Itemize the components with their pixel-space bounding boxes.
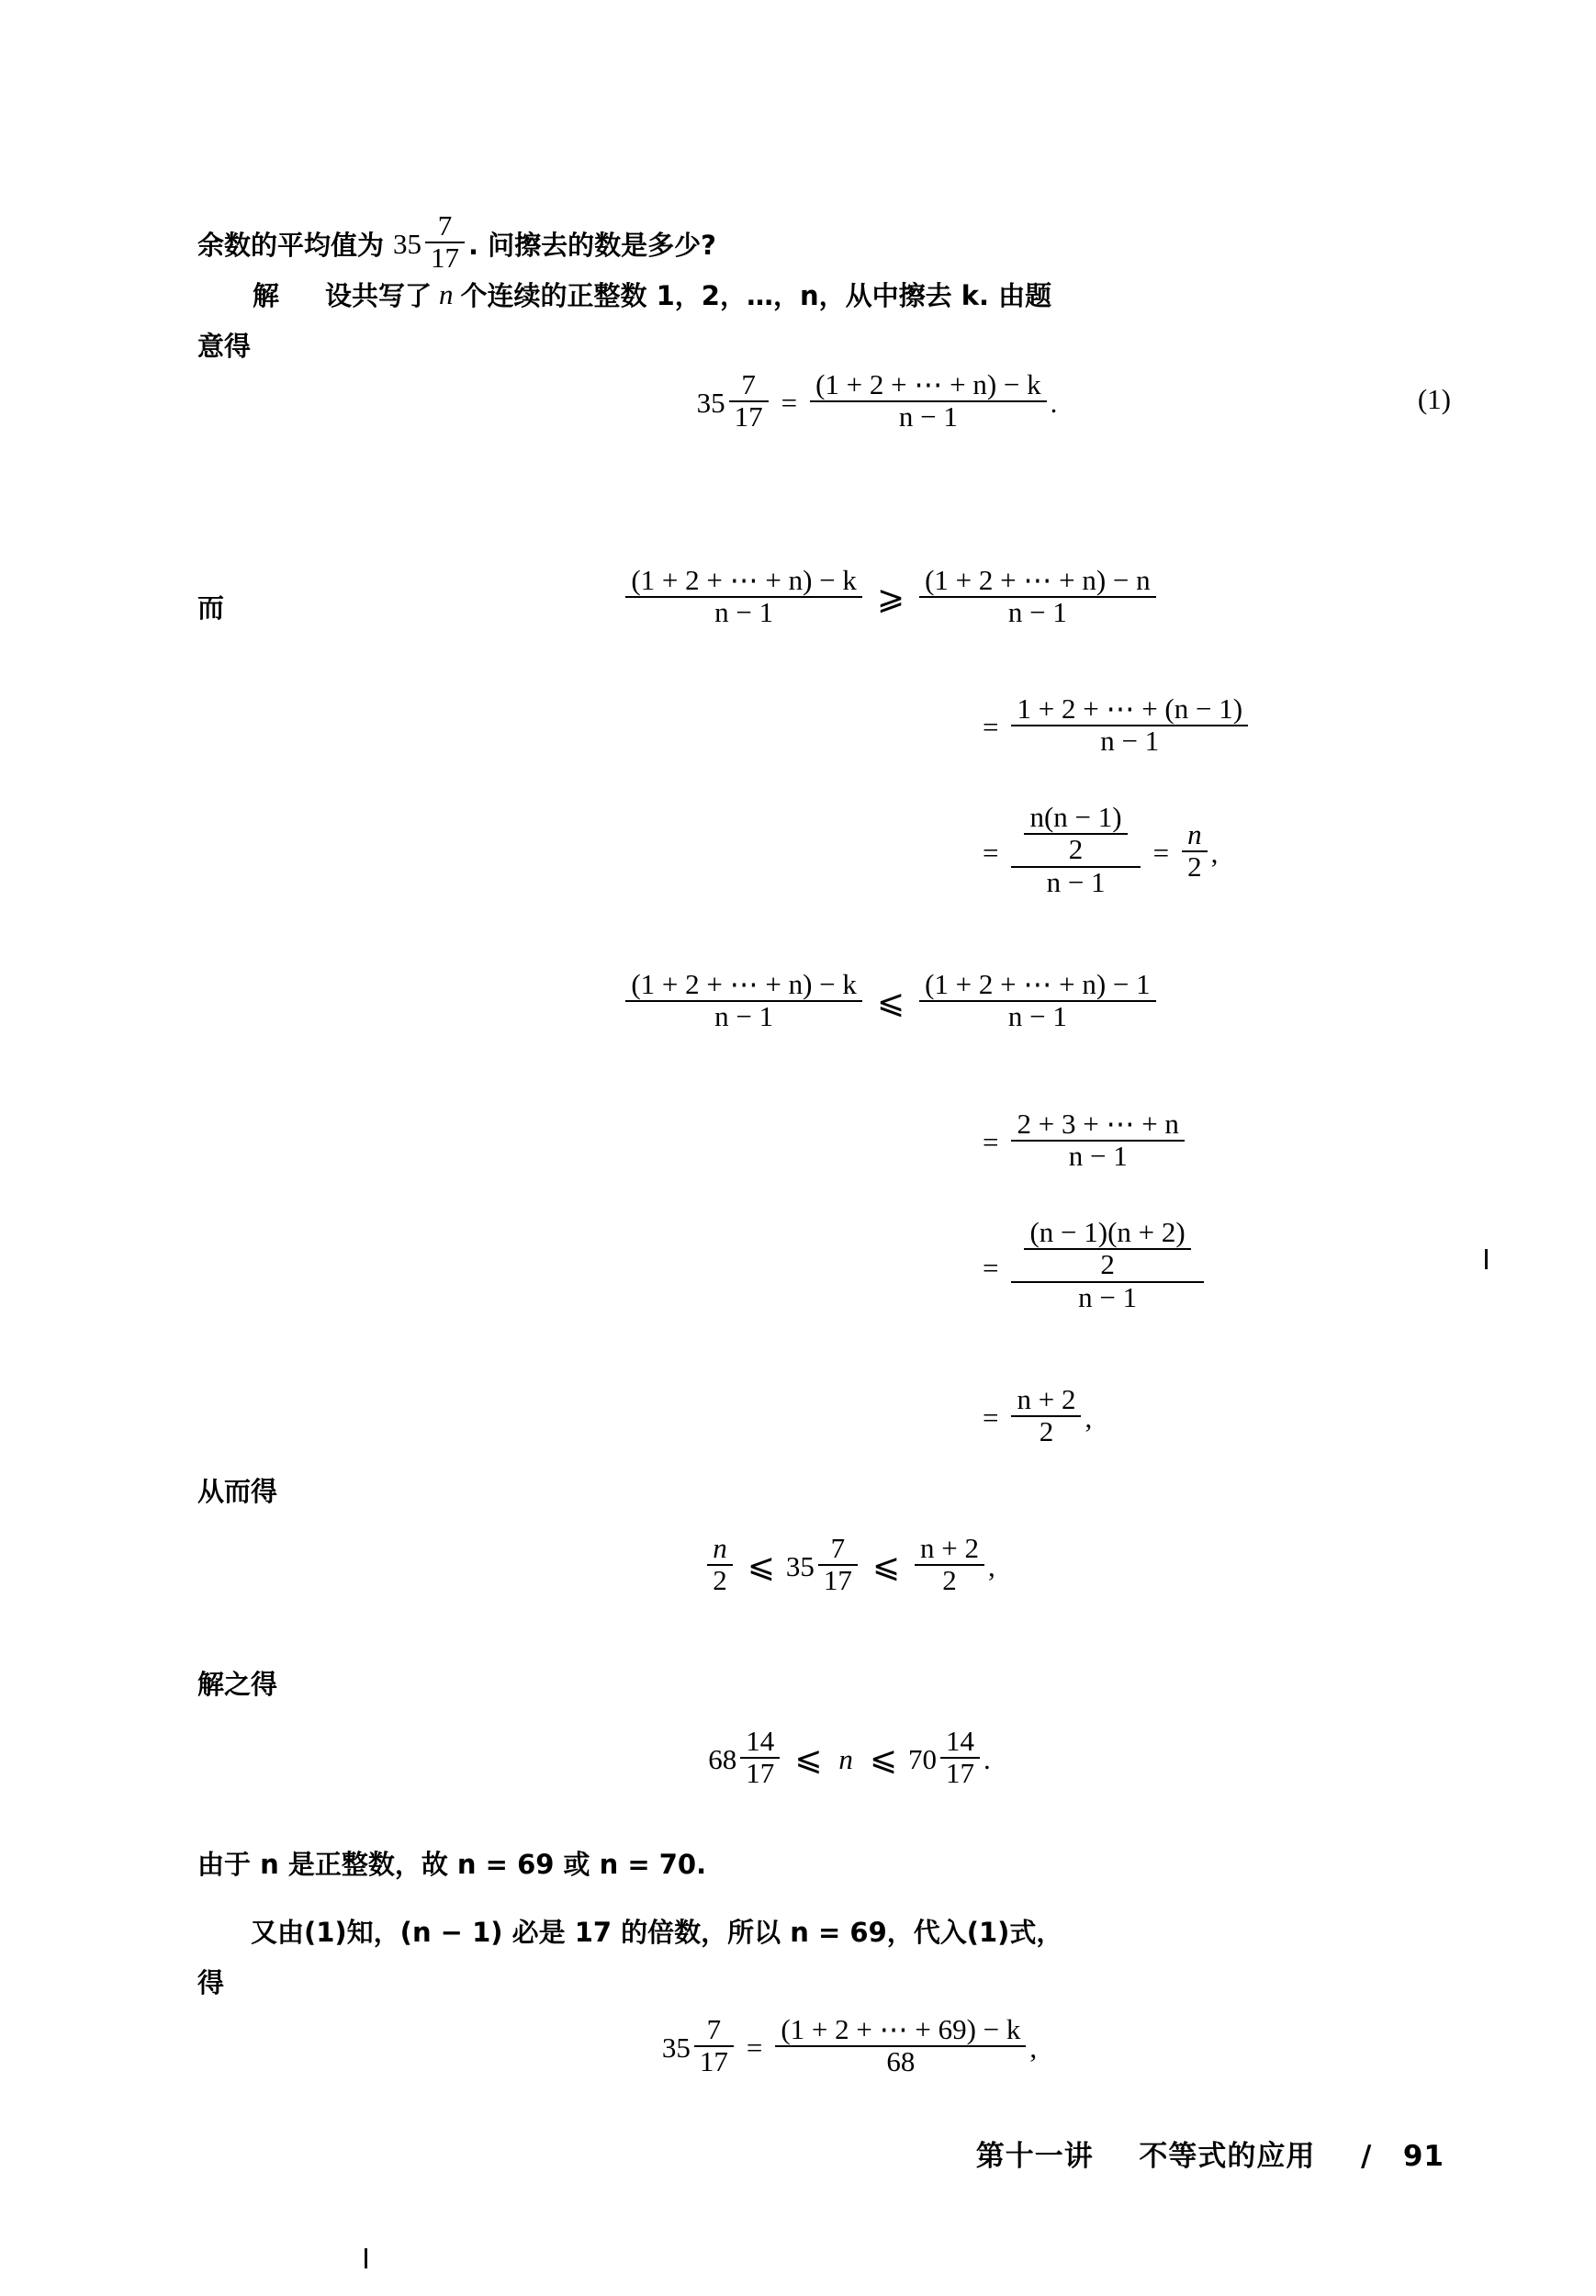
eq9-trailing: , (988, 1549, 995, 1582)
fraction-denominator: 17 (699, 2044, 728, 2077)
eq10-trailing: . (983, 1742, 991, 1775)
fraction-numerator: (1 + 2 + ⋯ + n) − k (625, 970, 862, 1002)
eq5-lhs-fraction (625, 970, 862, 1031)
equation-3 (197, 692, 1446, 758)
question-text-start: 余数的平均值为 (197, 230, 385, 262)
fraction-numerator: (n − 1)(n + 2) (1024, 1218, 1190, 1250)
fraction-denominator: 2 (1039, 1414, 1054, 1447)
fraction-numerator: 14 (740, 1727, 780, 1759)
fraction-numerator: (1 + 2 + ⋯ + n) − k (810, 370, 1047, 402)
footer-chapter: 第十一讲 (975, 2140, 1094, 2173)
solution-text-1: 设共写了 (325, 280, 433, 311)
equation-6 (197, 1108, 1446, 1173)
fraction-numerator: n + 2 (1011, 1385, 1081, 1417)
fraction-denominator: n − 1 (1068, 1139, 1128, 1172)
fraction-numerator (1011, 801, 1140, 868)
equation-7 (197, 1216, 1446, 1315)
label-text: 解之得 (197, 1669, 278, 1700)
fraction-numerator: 7 (694, 2015, 734, 2047)
eq8-fraction (1011, 1385, 1081, 1446)
question-text-end: . 问擦去的数是多少? (468, 230, 716, 262)
fraction-denominator: n − 1 (1007, 595, 1067, 628)
eq2-relation: ⩾ (876, 580, 905, 618)
footer-slash: / (1360, 2140, 1373, 2173)
again-text: 又由(1)知，(n − 1) 必是 17 的倍数，所以 n = 69，代入(1)式， (251, 1917, 1063, 1948)
eq7-relation: = (983, 1251, 999, 1284)
fraction-denominator: n − 1 (1100, 724, 1160, 757)
eq9-mid-integer: 35 (785, 1549, 815, 1582)
fraction-denominator: n − 1 (898, 400, 958, 433)
fraction-denominator: n − 1 (714, 595, 774, 628)
fraction-denominator: 17 (823, 1563, 852, 1596)
eq10-left-integer: 68 (708, 1742, 737, 1775)
solution-text-2: 个连续的正整数 1，2，…，n，从中擦去 k. 由题 (460, 280, 1052, 311)
equation-11 (197, 2013, 1446, 2078)
fraction-denominator: 2 (713, 1563, 727, 1596)
solution-text-3: 意得 (197, 331, 252, 362)
fraction-denominator: 2 (942, 1563, 957, 1596)
label-jie-zhi-de (197, 1664, 277, 1702)
fraction-numerator: n(n − 1) (1024, 803, 1127, 835)
eq1-relation: = (781, 386, 798, 419)
eq5-rhs-fraction (919, 970, 1156, 1031)
fraction-denominator: 2 (1100, 1247, 1115, 1280)
eq9-left-fraction (707, 1534, 733, 1595)
eq9-right-fraction (915, 1534, 984, 1595)
eq10-right-integer: 70 (908, 1742, 938, 1775)
eq6-fraction (1011, 1109, 1184, 1171)
fraction-denominator: 68 (886, 2044, 916, 2077)
de-text: 得 (197, 1967, 225, 1998)
eq4-trailing: , (1210, 836, 1219, 869)
equation-2-block (197, 564, 1446, 629)
equation-tag-1: (1) (1417, 383, 1451, 415)
eq11-relation: = (746, 2031, 763, 2064)
eq8-relation: = (983, 1401, 999, 1434)
fraction-denominator: n − 1 (714, 999, 774, 1032)
fraction-numerator: 7 (729, 370, 769, 402)
fraction-denominator: 17 (746, 1756, 775, 1789)
equation-5 (197, 968, 1446, 1033)
fraction-numerator: n + 2 (915, 1534, 984, 1566)
eq2-lhs-fraction (625, 566, 862, 627)
fraction-numerator (1011, 1216, 1203, 1283)
fraction-numerator: 7 (425, 211, 465, 243)
eq6-relation: = (983, 1125, 999, 1158)
eq10-left-fraction (740, 1727, 780, 1788)
eq1-rhs-fraction (810, 370, 1047, 432)
scan-mark (365, 2248, 367, 2268)
eq11-trailing: , (1029, 2031, 1038, 2064)
fraction-numerator: 14 (940, 1727, 980, 1759)
eq11-lhs-fraction (694, 2015, 734, 2077)
eq1-lhs-fraction (729, 370, 769, 432)
fraction-numerator: (1 + 2 + ⋯ + n) − k (625, 566, 862, 598)
equation-10 (197, 1725, 1446, 1790)
eq10-relation-2: ⩽ (869, 1740, 898, 1779)
fraction-denominator: 17 (946, 1756, 975, 1789)
fraction-denominator: n − 1 (1007, 999, 1067, 1032)
eq1-trailing: . (1050, 386, 1058, 419)
eq4-relation: = (983, 836, 999, 869)
fraction-numerator: 2 + 3 + ⋯ + n (1011, 1109, 1184, 1142)
page-footer (0, 2133, 1596, 2174)
scan-mark (1485, 1249, 1488, 1269)
eq4-complex-fraction (1011, 801, 1140, 899)
eq3-relation: = (983, 710, 999, 743)
fraction-denominator: n − 1 (1078, 1281, 1138, 1314)
solution-label: 解 (253, 280, 280, 311)
fraction-denominator: n − 1 (1046, 866, 1106, 899)
equation-8 (197, 1383, 1446, 1448)
eq5-relation: ⩽ (876, 984, 905, 1022)
paragraph-since (197, 1844, 1456, 1882)
eq9-relation-1: ⩽ (747, 1548, 775, 1586)
eq10-variable: n (838, 1742, 853, 1775)
fraction-denominator: 2 (1187, 850, 1202, 883)
eq8-trailing: , (1085, 1401, 1093, 1434)
paragraph-question (197, 209, 1446, 275)
inner-fraction (1024, 1218, 1190, 1279)
equation-9 (197, 1532, 1446, 1597)
fraction-numerator: (1 + 2 + ⋯ + n) − 1 (919, 970, 1156, 1002)
question-number: 35 (393, 227, 422, 260)
solution-variable-n: n (439, 277, 454, 310)
fraction-denominator: 17 (734, 400, 763, 433)
paragraph-again (197, 1912, 1456, 2000)
eq7-complex-fraction (1011, 1216, 1203, 1314)
paragraph-solution (197, 276, 1456, 364)
label-cong-er-de (197, 1471, 277, 1509)
fraction-denominator: 2 (1068, 832, 1084, 865)
equation-1 (197, 368, 1451, 433)
eq4-result-fraction (1182, 820, 1208, 882)
eq11-rhs-fraction (775, 2015, 1026, 2077)
label-er: 而 (197, 592, 225, 624)
fraction-numerator: (1 + 2 + ⋯ + 69) − k (775, 2015, 1026, 2047)
since-text: 由于 n 是正整数，故 n = 69 或 n = 70. (197, 1849, 707, 1880)
eq9-mid-fraction (818, 1534, 858, 1595)
eq1-integer: 35 (696, 386, 725, 419)
eq9-relation-2: ⩽ (871, 1548, 901, 1586)
inner-fraction (1024, 803, 1127, 864)
fraction-numerator: (1 + 2 + ⋯ + n) − n (919, 566, 1156, 598)
fraction-numerator: n (707, 1534, 733, 1566)
page-number: 91 (1402, 2140, 1444, 2173)
eq10-right-fraction (940, 1727, 980, 1788)
eq10-relation-1: ⩽ (794, 1740, 823, 1779)
eq4-relation-2: = (1152, 836, 1170, 869)
label-text: 从而得 (197, 1476, 278, 1507)
footer-title: 不等式的应用 (1139, 2140, 1316, 2173)
fraction-numerator: 1 + 2 + ⋯ + (n − 1) (1011, 694, 1248, 726)
fraction-denominator: 17 (431, 241, 460, 274)
question-fraction (425, 211, 465, 273)
eq2-rhs-fraction (919, 566, 1156, 627)
fraction-numerator: n (1182, 820, 1208, 852)
equation-4 (197, 801, 1446, 900)
eq11-integer: 35 (661, 2031, 691, 2064)
eq3-fraction (1011, 694, 1248, 756)
fraction-numerator: 7 (818, 1534, 858, 1566)
